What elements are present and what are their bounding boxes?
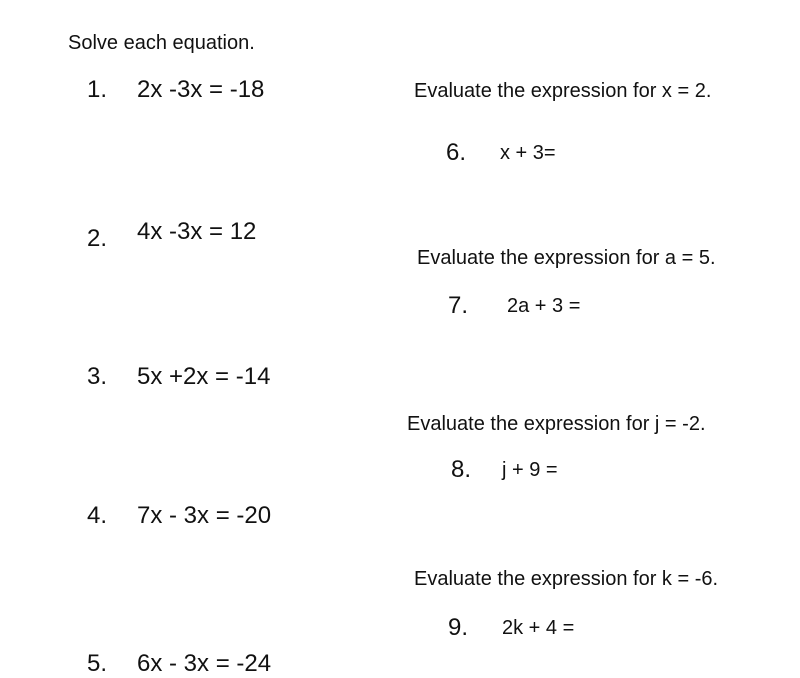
equation-expression: 4x -3x = 12 xyxy=(137,218,257,245)
evaluate-prompt-8: Evaluate the expression for j = -2. xyxy=(407,413,706,435)
evaluate-expression: j + 9 = xyxy=(502,459,558,481)
evaluate-expression: 2k + 4 = xyxy=(502,617,575,639)
equation-expression: 5x +2x = -14 xyxy=(137,363,271,390)
problem-number: 5. xyxy=(87,650,108,677)
problem-number: 4. xyxy=(87,502,108,529)
problem-number: 9. xyxy=(448,614,469,641)
problem-number: 1. xyxy=(87,76,108,103)
problem-number: 2. xyxy=(87,225,108,252)
evaluate-expression: x + 3= xyxy=(500,142,556,164)
problem-number: 3. xyxy=(87,363,108,390)
evaluate-prompt-7: Evaluate the expression for a = 5. xyxy=(417,247,716,269)
equation-expression: 2x -3x = -18 xyxy=(137,76,265,103)
problem-number: 6. xyxy=(446,139,467,166)
problem-number: 7. xyxy=(448,292,469,319)
evaluate-expression: 2a + 3 = xyxy=(507,295,581,317)
problem-number: 8. xyxy=(451,456,472,483)
equation-expression: 6x - 3x = -24 xyxy=(137,650,272,677)
evaluate-prompt-6: Evaluate the expression for x = 2. xyxy=(414,80,712,102)
worksheet-instructions: Solve each equation. xyxy=(68,32,255,54)
evaluate-prompt-9: Evaluate the expression for k = -6. xyxy=(414,568,719,590)
equation-expression: 7x - 3x = -20 xyxy=(137,502,272,529)
